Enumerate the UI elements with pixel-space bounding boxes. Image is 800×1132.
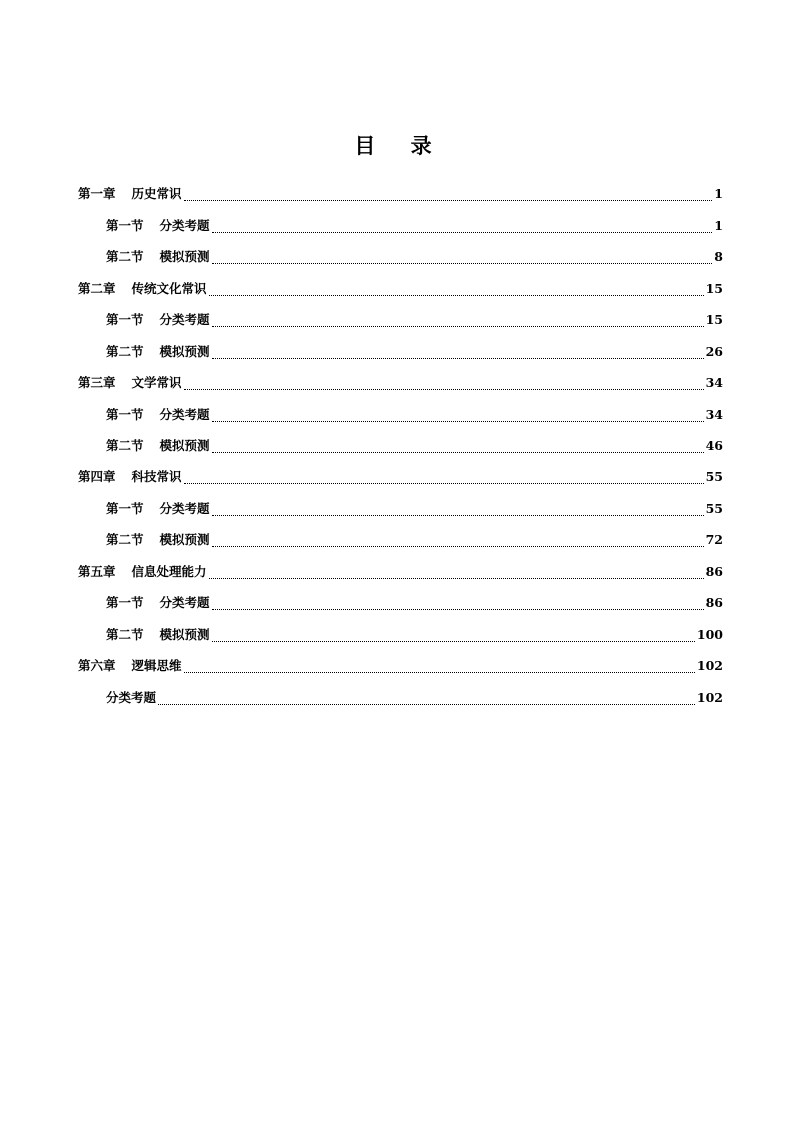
toc-entry-section[interactable] bbox=[106, 499, 723, 519]
dot-leader bbox=[212, 411, 704, 425]
entry-page: 55 bbox=[705, 469, 723, 484]
toc-entry-chapter-5[interactable] bbox=[78, 562, 723, 582]
entry-page: 86 bbox=[705, 564, 723, 579]
entry-number: 第六章 bbox=[78, 658, 116, 673]
dot-leader bbox=[212, 536, 704, 550]
entry-page: 15 bbox=[705, 281, 723, 296]
entry-label: 模拟预测 bbox=[159, 344, 210, 359]
entry-number: 第五章 bbox=[78, 564, 116, 579]
entry-page: 72 bbox=[705, 532, 723, 547]
entry-label: 分类考题 bbox=[159, 501, 210, 516]
entry-page: 8 bbox=[714, 249, 723, 264]
toc-entry-section[interactable] bbox=[106, 310, 723, 330]
toc-entry-section[interactable] bbox=[106, 625, 723, 645]
entry-label: 历史常识 bbox=[131, 186, 182, 201]
dot-leader bbox=[212, 442, 704, 456]
entry-label: 分类考题 bbox=[159, 218, 210, 233]
entry-page: 55 bbox=[705, 501, 723, 516]
toc-entry-section[interactable] bbox=[106, 342, 723, 362]
toc-entry-chapter-6[interactable] bbox=[78, 656, 723, 676]
entry-label: 文学常识 bbox=[131, 375, 182, 390]
entry-number: 第二章 bbox=[78, 281, 116, 296]
entry-page: 34 bbox=[705, 375, 723, 390]
entry-page: 102 bbox=[696, 658, 723, 673]
toc-entry-chapter-2[interactable] bbox=[78, 279, 723, 299]
entry-label: 分类考题 bbox=[159, 312, 210, 327]
entry-number: 第一节 bbox=[106, 407, 144, 422]
entry-number: 第三章 bbox=[78, 375, 116, 390]
toc-entry-section[interactable] bbox=[106, 405, 723, 425]
entry-number: 第二节 bbox=[106, 344, 144, 359]
toc-entry-section[interactable] bbox=[106, 436, 723, 456]
entry-page: 1 bbox=[714, 218, 723, 233]
toc-entry-section[interactable] bbox=[106, 530, 723, 550]
toc-entry-section[interactable] bbox=[106, 216, 723, 236]
entry-page: 46 bbox=[705, 438, 723, 453]
dot-leader bbox=[184, 379, 704, 393]
toc-entry-section[interactable] bbox=[106, 593, 723, 613]
entry-page: 15 bbox=[705, 312, 723, 327]
entry-number: 第一节 bbox=[106, 218, 144, 233]
dot-leader bbox=[212, 316, 704, 330]
entry-label: 科技常识 bbox=[131, 469, 182, 484]
entry-label: 逻辑思维 bbox=[131, 658, 182, 673]
entry-page: 26 bbox=[705, 344, 723, 359]
dot-leader bbox=[212, 348, 704, 362]
entry-page: 1 bbox=[714, 186, 723, 201]
dot-leader bbox=[212, 253, 713, 267]
entry-number: 第二节 bbox=[106, 532, 144, 547]
entry-label: 分类考题 bbox=[159, 407, 210, 422]
dot-leader bbox=[212, 222, 713, 236]
toc-entry-chapter-4[interactable] bbox=[78, 467, 723, 487]
toc-entry-section[interactable] bbox=[106, 688, 723, 708]
toc-entry-chapter-3[interactable] bbox=[78, 373, 723, 393]
entry-number: 第二节 bbox=[106, 438, 144, 453]
entry-number: 第二节 bbox=[106, 249, 144, 264]
entry-label: 模拟预测 bbox=[159, 438, 210, 453]
dot-leader bbox=[209, 568, 704, 582]
dot-leader bbox=[184, 473, 704, 487]
entry-label: 信息处理能力 bbox=[131, 564, 207, 579]
entry-label: 分类考题 bbox=[106, 690, 157, 705]
entry-label: 模拟预测 bbox=[159, 532, 210, 547]
entry-page: 86 bbox=[705, 595, 723, 610]
entry-page: 102 bbox=[696, 690, 723, 705]
entry-number: 第一节 bbox=[106, 312, 144, 327]
dot-leader bbox=[158, 694, 695, 708]
entry-number: 第四章 bbox=[78, 469, 116, 484]
entry-page: 100 bbox=[696, 627, 723, 642]
entry-number: 第二节 bbox=[106, 627, 144, 642]
entry-label: 模拟预测 bbox=[159, 249, 210, 264]
dot-leader bbox=[184, 190, 713, 204]
entry-label: 传统文化常识 bbox=[131, 281, 207, 296]
entry-label: 模拟预测 bbox=[159, 627, 210, 642]
entry-number: 第一节 bbox=[106, 501, 144, 516]
toc-title: 目 录 bbox=[354, 134, 446, 158]
dot-leader bbox=[212, 631, 695, 645]
entry-label: 分类考题 bbox=[159, 595, 210, 610]
dot-leader bbox=[212, 599, 704, 613]
entry-number: 第一节 bbox=[106, 595, 144, 610]
entry-page: 34 bbox=[705, 407, 723, 422]
dot-leader bbox=[212, 505, 704, 519]
toc-entry-section[interactable] bbox=[106, 247, 723, 267]
dot-leader bbox=[209, 285, 704, 299]
toc-entry-chapter-1[interactable] bbox=[78, 184, 723, 204]
entry-number: 第一章 bbox=[78, 186, 116, 201]
dot-leader bbox=[184, 662, 695, 676]
